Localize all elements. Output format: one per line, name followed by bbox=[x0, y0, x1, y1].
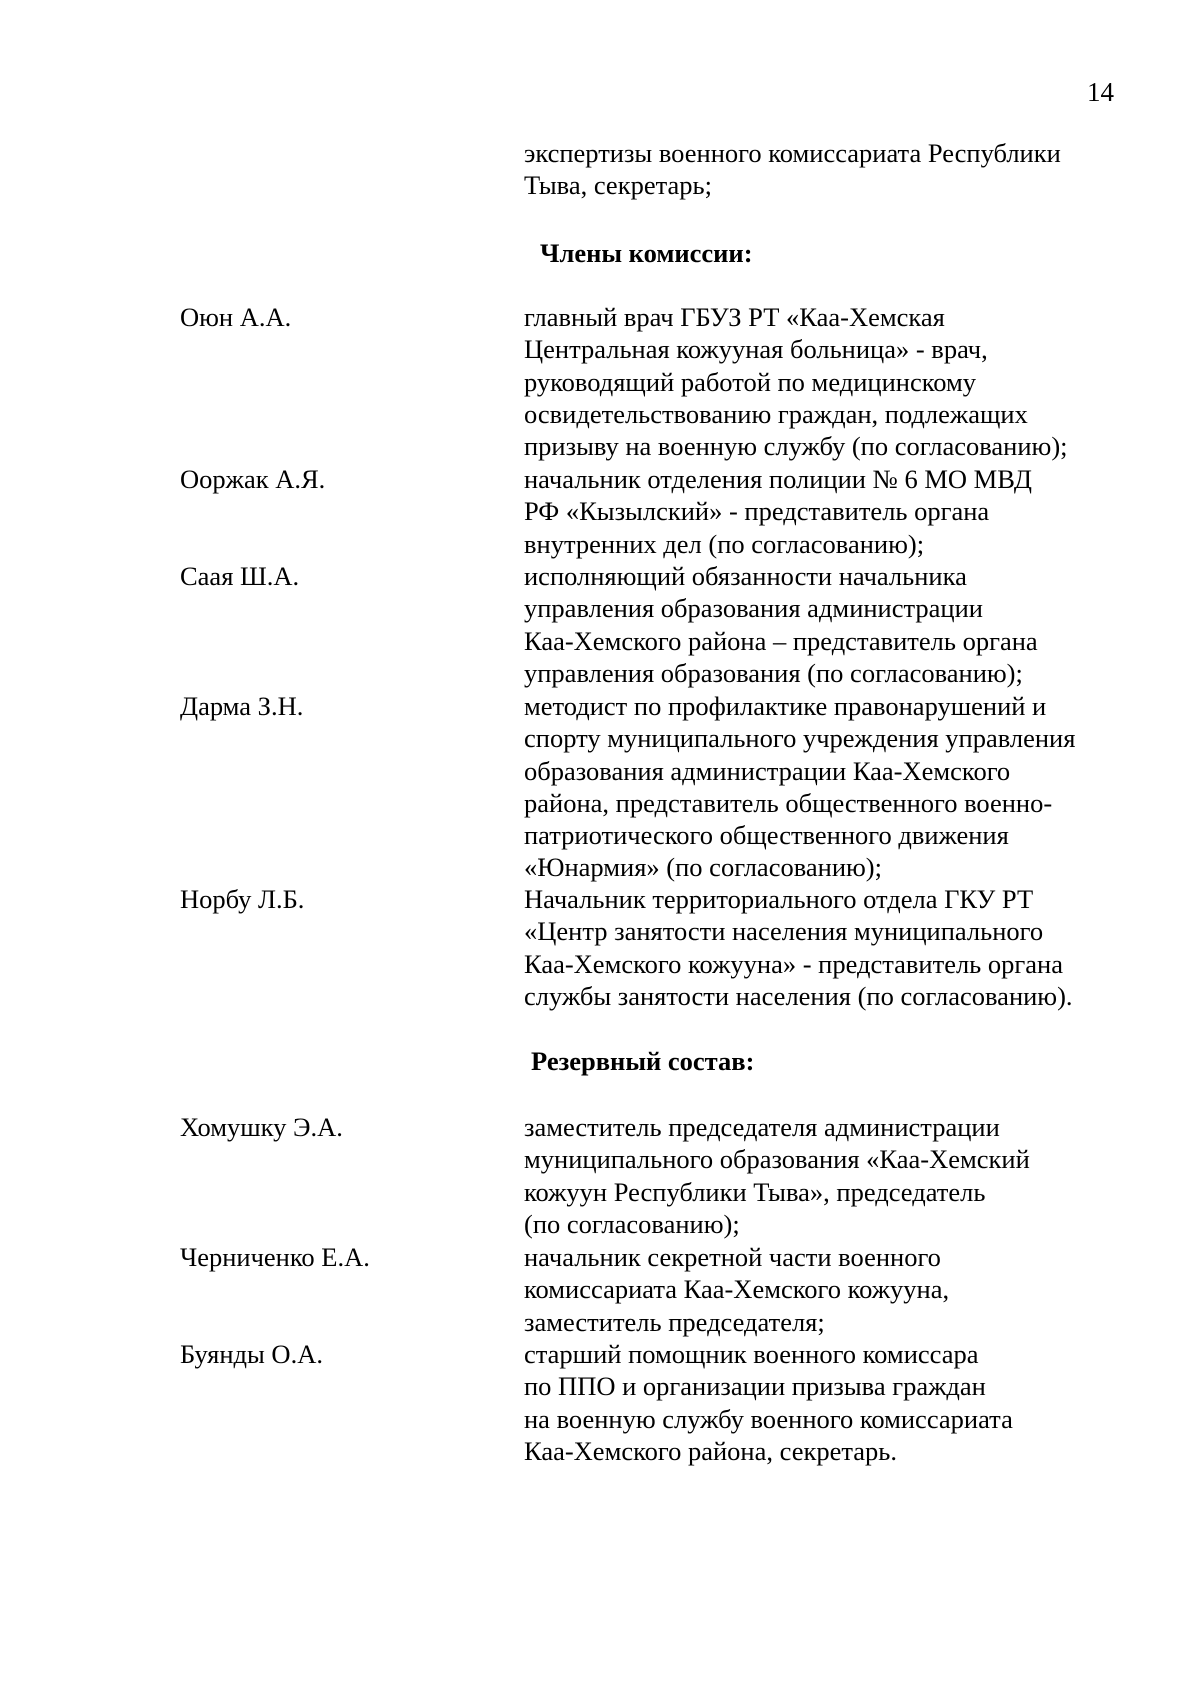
member-description-line: района, представитель общественного военно- bbox=[524, 787, 1053, 818]
member-description-line: Каа-Хемского района – представитель органа bbox=[524, 625, 1038, 656]
reserve-description-line: начальник секретной части военного bbox=[524, 1242, 941, 1272]
member-description-line: главный врач ГБУЗ РТ «Каа-Хемская bbox=[524, 302, 945, 332]
member-description-line: спорту муниципального учреждения управления bbox=[524, 723, 1076, 754]
member-name: Ооржак А.Я. bbox=[180, 464, 326, 494]
member-description-line: «Центр занятости населения муниципального bbox=[524, 916, 1044, 947]
member-description-line: руководящий работой по медицинскому bbox=[524, 366, 977, 397]
member-description-line: начальник отделения полиции № 6 МО МВД bbox=[524, 464, 1032, 494]
member-description-line: Каа-Хемского кожууна» - представитель органа bbox=[524, 948, 1063, 979]
member-description-line: освидетельствованию граждан, подлежащих bbox=[524, 398, 1028, 429]
reserve-member-description bbox=[524, 1111, 1144, 1240]
member-name: Саая Ш.А. bbox=[180, 561, 300, 591]
member-description-line: патриотического общественного движения bbox=[524, 820, 1009, 851]
reserve-member-name: Хомушку Э.А. bbox=[180, 1112, 343, 1142]
member-description-line: «Юнармия» (по согласованию); bbox=[524, 852, 882, 883]
member-name: Норбу Л.Б. bbox=[180, 884, 305, 914]
member-description-line: управления образования администрации bbox=[524, 593, 983, 624]
member-description bbox=[524, 301, 1144, 462]
member-description-line: призыву на военную службу (по согласованию); bbox=[524, 431, 1068, 462]
member-description bbox=[524, 463, 1144, 560]
reserve-heading: Резервный состав: bbox=[531, 1046, 755, 1076]
reserve-description-line: кожуун Республики Тыва», председатель bbox=[524, 1176, 986, 1207]
intro-text bbox=[524, 137, 1144, 202]
reserve-description-line: заместитель председателя; bbox=[524, 1306, 825, 1337]
member-description bbox=[524, 560, 1144, 689]
member-description-line: методист по профилактике правонарушений и bbox=[524, 691, 1047, 721]
member-description-line: службы занятости населения (по согласованию). bbox=[524, 980, 1073, 1011]
reserve-description-line: (по согласованию); bbox=[524, 1208, 740, 1239]
member-description-line: Начальник территориального отдела ГКУ РТ bbox=[524, 884, 1034, 914]
reserve-member-description bbox=[524, 1241, 1144, 1338]
reserve-member-description bbox=[524, 1338, 1144, 1467]
reserve-description-line: Каа-Хемского района, секретарь. bbox=[524, 1435, 897, 1466]
intro-line: Тыва, секретарь; bbox=[524, 170, 712, 201]
member-name: Оюн А.А. bbox=[180, 302, 292, 332]
members-heading: Члены комиссии: bbox=[540, 238, 753, 268]
reserve-description-line: по ППО и организации призыва граждан bbox=[524, 1371, 986, 1402]
reserve-description-line: на военную службу военного комиссариата bbox=[524, 1403, 1013, 1434]
member-description-line: Центральная кожууная больница» - врач, bbox=[524, 334, 988, 365]
reserve-description-line: заместитель председателя администрации bbox=[524, 1112, 1000, 1142]
member-description bbox=[524, 883, 1144, 1012]
intro-line: экспертизы военного комиссариата Республики bbox=[524, 138, 1061, 168]
member-description-line: РФ «Кызылский» - представитель органа bbox=[524, 496, 990, 527]
reserve-member-name: Буянды О.А. bbox=[180, 1339, 323, 1369]
reserve-description-line: муниципального образования «Каа-Хемский bbox=[524, 1144, 1030, 1175]
page-number: 14 bbox=[1087, 77, 1114, 107]
reserve-member-name: Черниченко Е.А. bbox=[180, 1242, 370, 1272]
member-description bbox=[524, 690, 1144, 884]
member-description-line: исполняющий обязанности начальника bbox=[524, 561, 967, 591]
member-name: Дарма З.Н. bbox=[180, 691, 304, 721]
member-description-line: управления образования (по согласованию); bbox=[524, 657, 1023, 688]
member-description-line: внутренних дел (по согласованию); bbox=[524, 528, 925, 559]
reserve-description-line: старший помощник военного комиссара bbox=[524, 1339, 979, 1369]
reserve-description-line: комиссариата Каа-Хемского кожууна, bbox=[524, 1274, 950, 1305]
member-description-line: образования администрации Каа-Хемского bbox=[524, 755, 1011, 786]
